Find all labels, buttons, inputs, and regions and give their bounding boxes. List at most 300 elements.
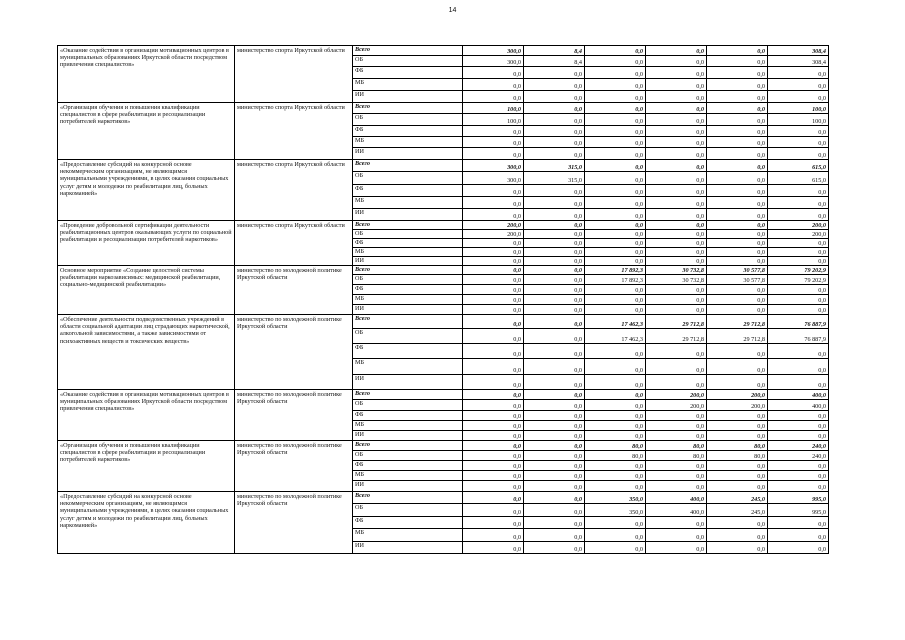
funding-source: ИИ bbox=[353, 209, 463, 221]
funding-source: ИИ bbox=[353, 305, 463, 315]
amount-cell: 0,0 bbox=[768, 257, 829, 266]
amount-cell: 80,0 bbox=[585, 451, 646, 461]
amount-cell: 0,0 bbox=[524, 529, 585, 542]
amount-cell: 100,0 bbox=[463, 103, 524, 114]
amount-cell: 0,0 bbox=[585, 257, 646, 266]
amount-cell: 0,0 bbox=[463, 461, 524, 471]
amount-cell: 0,0 bbox=[646, 257, 707, 266]
amount-cell: 0,0 bbox=[707, 411, 768, 421]
amount-cell: 200,0 bbox=[707, 400, 768, 411]
amount-cell: 0,0 bbox=[524, 461, 585, 471]
funding-source: Всего bbox=[353, 266, 463, 275]
funding-source: ФБ bbox=[353, 285, 463, 295]
amount-cell: 0,0 bbox=[463, 137, 524, 148]
amount-cell: 100,0 bbox=[768, 114, 829, 126]
amount-cell: 0,0 bbox=[524, 542, 585, 554]
funding-source: ИИ bbox=[353, 375, 463, 390]
amount-cell: 0,0 bbox=[707, 239, 768, 248]
amount-cell: 200,0 bbox=[463, 221, 524, 230]
amount-cell: 0,0 bbox=[524, 239, 585, 248]
amount-cell: 0,0 bbox=[585, 91, 646, 103]
amount-cell: 0,0 bbox=[524, 295, 585, 305]
amount-cell: 0,0 bbox=[524, 492, 585, 504]
amount-cell: 80,0 bbox=[646, 451, 707, 461]
amount-cell: 0,0 bbox=[585, 411, 646, 421]
amount-cell: 30 732,8 bbox=[646, 275, 707, 285]
amount-cell: 0,0 bbox=[463, 239, 524, 248]
amount-cell: 100,0 bbox=[768, 103, 829, 114]
amount-cell: 0,0 bbox=[463, 411, 524, 421]
amount-cell: 615,0 bbox=[768, 172, 829, 185]
amount-cell: 0,0 bbox=[768, 517, 829, 529]
amount-cell: 0,0 bbox=[707, 230, 768, 239]
responsible-executor: министерство спорта Иркутской области bbox=[235, 160, 353, 221]
amount-cell: 0,0 bbox=[707, 471, 768, 481]
amount-cell: 245,0 bbox=[707, 504, 768, 517]
amount-cell: 0,0 bbox=[585, 103, 646, 114]
funding-source: Всего bbox=[353, 441, 463, 451]
amount-cell: 308,4 bbox=[768, 46, 829, 56]
amount-cell: 0,0 bbox=[463, 285, 524, 295]
amount-cell: 315,0 bbox=[524, 160, 585, 172]
amount-cell: 0,0 bbox=[463, 492, 524, 504]
funding-source: ОБ bbox=[353, 275, 463, 285]
table-row bbox=[58, 103, 829, 114]
amount-cell: 0,0 bbox=[707, 295, 768, 305]
amount-cell: 0,0 bbox=[707, 517, 768, 529]
amount-cell: 0,0 bbox=[707, 421, 768, 431]
amount-cell: 0,0 bbox=[707, 56, 768, 67]
amount-cell: 0,0 bbox=[646, 103, 707, 114]
amount-cell: 0,0 bbox=[463, 441, 524, 451]
amount-cell: 0,0 bbox=[585, 148, 646, 160]
amount-cell: 0,0 bbox=[707, 375, 768, 390]
amount-cell: 0,0 bbox=[524, 185, 585, 197]
amount-cell: 0,0 bbox=[768, 185, 829, 197]
amount-cell: 79 202,9 bbox=[768, 266, 829, 275]
amount-cell: 0,0 bbox=[524, 517, 585, 529]
amount-cell: 0,0 bbox=[646, 421, 707, 431]
amount-cell: 0,0 bbox=[463, 471, 524, 481]
amount-cell: 0,0 bbox=[768, 148, 829, 160]
amount-cell: 0,0 bbox=[646, 461, 707, 471]
amount-cell: 0,0 bbox=[524, 67, 585, 79]
amount-cell: 0,0 bbox=[463, 209, 524, 221]
amount-cell: 0,0 bbox=[585, 46, 646, 56]
amount-cell: 0,0 bbox=[768, 359, 829, 375]
funding-source: МБ bbox=[353, 471, 463, 481]
funding-source: ФБ bbox=[353, 344, 463, 359]
amount-cell: 0,0 bbox=[585, 359, 646, 375]
amount-cell: 0,0 bbox=[463, 266, 524, 275]
amount-cell: 0,0 bbox=[585, 471, 646, 481]
amount-cell: 0,0 bbox=[524, 257, 585, 266]
amount-cell: 0,0 bbox=[768, 344, 829, 359]
funding-source: ФБ bbox=[353, 411, 463, 421]
amount-cell: 17 892,3 bbox=[585, 266, 646, 275]
amount-cell: 0,0 bbox=[646, 46, 707, 56]
amount-cell: 615,0 bbox=[768, 160, 829, 172]
amount-cell: 0,0 bbox=[524, 400, 585, 411]
amount-cell: 0,0 bbox=[585, 137, 646, 148]
amount-cell: 0,0 bbox=[524, 79, 585, 91]
amount-cell: 0,0 bbox=[646, 411, 707, 421]
amount-cell: 0,0 bbox=[524, 390, 585, 400]
amount-cell: 200,0 bbox=[463, 230, 524, 239]
amount-cell: 0,0 bbox=[585, 221, 646, 230]
amount-cell: 0,0 bbox=[707, 285, 768, 295]
amount-cell: 0,0 bbox=[463, 390, 524, 400]
table-row bbox=[58, 315, 829, 329]
amount-cell: 0,0 bbox=[707, 197, 768, 209]
amount-cell: 0,0 bbox=[524, 137, 585, 148]
amount-cell: 0,0 bbox=[463, 542, 524, 554]
amount-cell: 0,0 bbox=[585, 421, 646, 431]
funding-source: ОБ bbox=[353, 56, 463, 67]
funding-source: ИИ bbox=[353, 431, 463, 441]
amount-cell: 0,0 bbox=[524, 197, 585, 209]
funding-source: Всего bbox=[353, 160, 463, 172]
amount-cell: 0,0 bbox=[707, 305, 768, 315]
amount-cell: 0,0 bbox=[524, 275, 585, 285]
amount-cell: 0,0 bbox=[463, 451, 524, 461]
amount-cell: 0,0 bbox=[585, 114, 646, 126]
amount-cell: 0,0 bbox=[463, 67, 524, 79]
responsible-executor: министерство по молодежной политике Иркутской области bbox=[235, 315, 353, 390]
funding-source: МБ bbox=[353, 197, 463, 209]
amount-cell: 0,0 bbox=[646, 431, 707, 441]
amount-cell: 0,0 bbox=[646, 185, 707, 197]
amount-cell: 0,0 bbox=[463, 421, 524, 431]
amount-cell: 200,0 bbox=[707, 390, 768, 400]
responsible-executor: министерство спорта Иркутской области bbox=[235, 46, 353, 103]
amount-cell: 315,0 bbox=[524, 172, 585, 185]
funding-source: Всего bbox=[353, 46, 463, 56]
amount-cell: 0,0 bbox=[646, 126, 707, 137]
amount-cell: 0,0 bbox=[524, 285, 585, 295]
amount-cell: 0,0 bbox=[524, 504, 585, 517]
amount-cell: 0,0 bbox=[646, 230, 707, 239]
amount-cell: 0,0 bbox=[524, 126, 585, 137]
amount-cell: 0,0 bbox=[646, 221, 707, 230]
amount-cell: 0,0 bbox=[768, 79, 829, 91]
amount-cell: 0,0 bbox=[524, 103, 585, 114]
amount-cell: 0,0 bbox=[707, 257, 768, 266]
amount-cell: 0,0 bbox=[768, 91, 829, 103]
amount-cell: 0,0 bbox=[524, 230, 585, 239]
amount-cell: 0,0 bbox=[646, 305, 707, 315]
amount-cell: 0,0 bbox=[707, 67, 768, 79]
funding-source: ОБ bbox=[353, 400, 463, 411]
amount-cell: 0,0 bbox=[463, 91, 524, 103]
funding-source: МБ bbox=[353, 79, 463, 91]
amount-cell: 0,0 bbox=[646, 542, 707, 554]
funding-table-body bbox=[58, 46, 829, 554]
amount-cell: 0,0 bbox=[646, 197, 707, 209]
amount-cell: 0,0 bbox=[768, 529, 829, 542]
funding-source: ИИ bbox=[353, 481, 463, 492]
funding-source: ИИ bbox=[353, 542, 463, 554]
amount-cell: 0,0 bbox=[585, 172, 646, 185]
amount-cell: 300,0 bbox=[463, 172, 524, 185]
responsible-executor: министерство по молодежной политике Иркутской области bbox=[235, 390, 353, 441]
responsible-executor: министерство спорта Иркутской области bbox=[235, 103, 353, 160]
amount-cell: 0,0 bbox=[768, 239, 829, 248]
funding-source: ОБ bbox=[353, 230, 463, 239]
funding-source: МБ bbox=[353, 359, 463, 375]
amount-cell: 0,0 bbox=[524, 481, 585, 492]
amount-cell: 0,0 bbox=[463, 375, 524, 390]
funding-source: ФБ bbox=[353, 126, 463, 137]
amount-cell: 0,0 bbox=[646, 56, 707, 67]
amount-cell: 0,0 bbox=[463, 185, 524, 197]
amount-cell: 0,0 bbox=[646, 160, 707, 172]
amount-cell: 17 892,3 bbox=[585, 275, 646, 285]
amount-cell: 0,0 bbox=[768, 137, 829, 148]
amount-cell: 0,0 bbox=[646, 114, 707, 126]
funding-source: Всего bbox=[353, 103, 463, 114]
amount-cell: 30 577,8 bbox=[707, 275, 768, 285]
amount-cell: 0,0 bbox=[463, 126, 524, 137]
amount-cell: 8,4 bbox=[524, 56, 585, 67]
table-row bbox=[58, 46, 829, 56]
amount-cell: 0,0 bbox=[768, 461, 829, 471]
amount-cell: 0,0 bbox=[585, 344, 646, 359]
activity-description: «Организация обучения и повышения квалификации специалистов в сфере реабилитации и ресоциализации потребителей наркотиков» bbox=[58, 103, 235, 160]
funding-source: ОБ bbox=[353, 114, 463, 126]
amount-cell: 17 462,3 bbox=[585, 315, 646, 329]
amount-cell: 80,0 bbox=[646, 441, 707, 451]
amount-cell: 0,0 bbox=[707, 103, 768, 114]
amount-cell: 79 202,9 bbox=[768, 275, 829, 285]
funding-source: МБ bbox=[353, 137, 463, 148]
amount-cell: 200,0 bbox=[768, 230, 829, 239]
table-row bbox=[58, 492, 829, 504]
amount-cell: 350,0 bbox=[585, 504, 646, 517]
amount-cell: 0,0 bbox=[707, 137, 768, 148]
amount-cell: 240,0 bbox=[768, 441, 829, 451]
amount-cell: 80,0 bbox=[707, 441, 768, 451]
amount-cell: 0,0 bbox=[707, 359, 768, 375]
amount-cell: 0,0 bbox=[585, 542, 646, 554]
amount-cell: 29 712,8 bbox=[707, 329, 768, 344]
amount-cell: 0,0 bbox=[585, 431, 646, 441]
amount-cell: 0,0 bbox=[463, 315, 524, 329]
activity-description: «Обеспечение деятельности подведомственных учреждений в области социальной адаптации лиц страдающих наркотической, алкогольной зависимостями, а также зависимостями от психоактивных веществ и токсических веществ» bbox=[58, 315, 235, 390]
amount-cell: 0,0 bbox=[646, 359, 707, 375]
responsible-executor: министерство по молодежной политике Иркутской области bbox=[235, 266, 353, 315]
amount-cell: 995,0 bbox=[768, 492, 829, 504]
amount-cell: 300,0 bbox=[463, 56, 524, 67]
amount-cell: 76 887,9 bbox=[768, 329, 829, 344]
amount-cell: 0,0 bbox=[524, 421, 585, 431]
amount-cell: 0,0 bbox=[524, 315, 585, 329]
activity-description: Основное мероприятие «Создание целостной системы реабилитации наркозависимых: медицинской реабилитации, социально-медицинской реабилитации» bbox=[58, 266, 235, 315]
funding-source: Всего bbox=[353, 221, 463, 230]
amount-cell: 0,0 bbox=[463, 481, 524, 492]
amount-cell: 17 462,3 bbox=[585, 329, 646, 344]
funding-source: ОБ bbox=[353, 451, 463, 461]
amount-cell: 0,0 bbox=[463, 400, 524, 411]
amount-cell: 0,0 bbox=[463, 529, 524, 542]
activity-description: «Проведение добровольной сертификации деятельности реабилитационных центров оказывающих услуги по социальной реабилитации и ресоциализации потребителей наркотиков» bbox=[58, 221, 235, 266]
amount-cell: 0,0 bbox=[768, 431, 829, 441]
amount-cell: 0,0 bbox=[585, 126, 646, 137]
amount-cell: 0,0 bbox=[707, 91, 768, 103]
funding-source: ОБ bbox=[353, 329, 463, 344]
amount-cell: 0,0 bbox=[707, 344, 768, 359]
amount-cell: 0,0 bbox=[646, 137, 707, 148]
table-row bbox=[58, 441, 829, 451]
amount-cell: 0,0 bbox=[585, 185, 646, 197]
amount-cell: 0,0 bbox=[585, 400, 646, 411]
amount-cell: 0,0 bbox=[524, 209, 585, 221]
amount-cell: 0,0 bbox=[524, 411, 585, 421]
amount-cell: 8,4 bbox=[524, 46, 585, 56]
funding-source: ОБ bbox=[353, 504, 463, 517]
amount-cell: 200,0 bbox=[768, 221, 829, 230]
funding-source: МБ bbox=[353, 295, 463, 305]
funding-source: МБ bbox=[353, 529, 463, 542]
amount-cell: 0,0 bbox=[585, 209, 646, 221]
amount-cell: 0,0 bbox=[524, 471, 585, 481]
amount-cell: 200,0 bbox=[646, 400, 707, 411]
amount-cell: 0,0 bbox=[524, 266, 585, 275]
amount-cell: 0,0 bbox=[524, 329, 585, 344]
amount-cell: 400,0 bbox=[646, 492, 707, 504]
amount-cell: 0,0 bbox=[585, 481, 646, 492]
amount-cell: 0,0 bbox=[707, 209, 768, 221]
funding-source: ФБ bbox=[353, 67, 463, 79]
amount-cell: 0,0 bbox=[707, 221, 768, 230]
amount-cell: 0,0 bbox=[524, 248, 585, 257]
amount-cell: 350,0 bbox=[585, 492, 646, 504]
amount-cell: 0,0 bbox=[768, 305, 829, 315]
amount-cell: 0,0 bbox=[585, 295, 646, 305]
activity-description: «Оказание содействия в организации мотивационных центров в муниципальных образованиях Иркутской области посредством привлечения специалистов» bbox=[58, 46, 235, 103]
amount-cell: 0,0 bbox=[707, 46, 768, 56]
table-row bbox=[58, 390, 829, 400]
amount-cell: 0,0 bbox=[463, 517, 524, 529]
funding-source: Всего bbox=[353, 315, 463, 329]
amount-cell: 29 712,8 bbox=[707, 315, 768, 329]
amount-cell: 240,0 bbox=[768, 451, 829, 461]
amount-cell: 0,0 bbox=[524, 114, 585, 126]
amount-cell: 0,0 bbox=[585, 529, 646, 542]
funding-source: ФБ bbox=[353, 185, 463, 197]
amount-cell: 0,0 bbox=[585, 375, 646, 390]
amount-cell: 0,0 bbox=[707, 481, 768, 492]
amount-cell: 0,0 bbox=[646, 67, 707, 79]
amount-cell: 0,0 bbox=[585, 230, 646, 239]
amount-cell: 0,0 bbox=[524, 451, 585, 461]
amount-cell: 0,0 bbox=[524, 441, 585, 451]
amount-cell: 0,0 bbox=[707, 126, 768, 137]
amount-cell: 0,0 bbox=[707, 160, 768, 172]
funding-source: Всего bbox=[353, 390, 463, 400]
activity-description: «Организация обучения и повышения квалификации специалистов в сфере реабилитации и ресоциализации потребителей наркотиков» bbox=[58, 441, 235, 492]
funding-source: МБ bbox=[353, 421, 463, 431]
amount-cell: 0,0 bbox=[646, 481, 707, 492]
amount-cell: 0,0 bbox=[646, 91, 707, 103]
amount-cell: 0,0 bbox=[768, 542, 829, 554]
amount-cell: 0,0 bbox=[524, 305, 585, 315]
amount-cell: 0,0 bbox=[646, 172, 707, 185]
amount-cell: 0,0 bbox=[768, 126, 829, 137]
amount-cell: 0,0 bbox=[646, 375, 707, 390]
amount-cell: 0,0 bbox=[768, 209, 829, 221]
responsible-executor: министерство спорта Иркутской области bbox=[235, 221, 353, 266]
responsible-executor: министерство по молодежной политике Иркутской области bbox=[235, 492, 353, 554]
amount-cell: 300,0 bbox=[463, 160, 524, 172]
amount-cell: 0,0 bbox=[585, 517, 646, 529]
amount-cell: 0,0 bbox=[463, 148, 524, 160]
amount-cell: 0,0 bbox=[524, 375, 585, 390]
amount-cell: 0,0 bbox=[768, 248, 829, 257]
funding-source: ФБ bbox=[353, 517, 463, 529]
amount-cell: 80,0 bbox=[585, 441, 646, 451]
amount-cell: 29 712,8 bbox=[646, 315, 707, 329]
amount-cell: 0,0 bbox=[646, 148, 707, 160]
amount-cell: 0,0 bbox=[585, 248, 646, 257]
amount-cell: 0,0 bbox=[585, 239, 646, 248]
amount-cell: 0,0 bbox=[707, 529, 768, 542]
amount-cell: 995,0 bbox=[768, 504, 829, 517]
amount-cell: 0,0 bbox=[524, 431, 585, 441]
amount-cell: 0,0 bbox=[768, 421, 829, 431]
table-row bbox=[58, 266, 829, 275]
funding-source: ИИ bbox=[353, 257, 463, 266]
amount-cell: 30 577,8 bbox=[707, 266, 768, 275]
activity-description: «Предоставление субсидий на конкурсной основе некоммерческим организациям, не являющимся муниципальными учреждениями, в целях оказания социальных услуг детям и молодежи по реабилитации лиц, больных наркоманией» bbox=[58, 160, 235, 221]
amount-cell: 0,0 bbox=[707, 461, 768, 471]
amount-cell: 0,0 bbox=[463, 248, 524, 257]
amount-cell: 0,0 bbox=[463, 197, 524, 209]
amount-cell: 0,0 bbox=[768, 285, 829, 295]
amount-cell: 0,0 bbox=[646, 248, 707, 257]
responsible-executor: министерство по молодежной политике Иркутской области bbox=[235, 441, 353, 492]
amount-cell: 0,0 bbox=[768, 481, 829, 492]
funding-source: Всего bbox=[353, 492, 463, 504]
amount-cell: 0,0 bbox=[585, 461, 646, 471]
amount-cell: 0,0 bbox=[768, 295, 829, 305]
funding-source: ИИ bbox=[353, 148, 463, 160]
amount-cell: 0,0 bbox=[524, 221, 585, 230]
amount-cell: 0,0 bbox=[463, 359, 524, 375]
amount-cell: 400,0 bbox=[768, 400, 829, 411]
amount-cell: 0,0 bbox=[463, 257, 524, 266]
amount-cell: 0,0 bbox=[585, 197, 646, 209]
amount-cell: 0,0 bbox=[585, 390, 646, 400]
amount-cell: 0,0 bbox=[646, 239, 707, 248]
amount-cell: 0,0 bbox=[768, 375, 829, 390]
amount-cell: 0,0 bbox=[463, 329, 524, 344]
amount-cell: 0,0 bbox=[707, 148, 768, 160]
amount-cell: 0,0 bbox=[707, 79, 768, 91]
amount-cell: 0,0 bbox=[768, 197, 829, 209]
amount-cell: 0,0 bbox=[585, 79, 646, 91]
amount-cell: 0,0 bbox=[646, 529, 707, 542]
amount-cell: 0,0 bbox=[524, 359, 585, 375]
amount-cell: 0,0 bbox=[463, 295, 524, 305]
page-number: 14 bbox=[448, 7, 457, 14]
amount-cell: 0,0 bbox=[707, 185, 768, 197]
funding-source: ИИ bbox=[353, 91, 463, 103]
amount-cell: 0,0 bbox=[524, 148, 585, 160]
amount-cell: 30 732,8 bbox=[646, 266, 707, 275]
amount-cell: 0,0 bbox=[646, 209, 707, 221]
amount-cell: 0,0 bbox=[463, 275, 524, 285]
